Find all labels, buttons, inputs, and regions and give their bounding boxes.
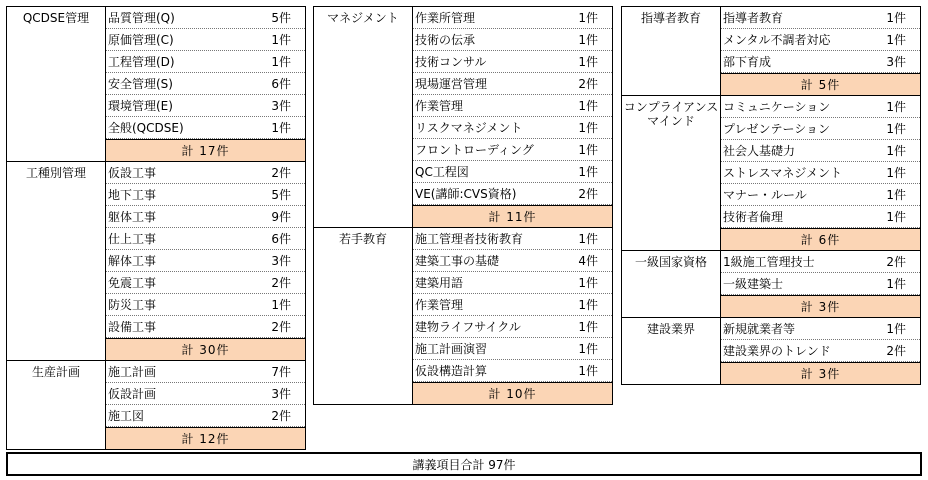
group-category: 工種別管理: [7, 162, 106, 360]
table-row: [106, 228, 305, 250]
table-row: [106, 95, 305, 117]
course-group: [7, 162, 305, 361]
course-name: 躯体工事: [108, 210, 157, 224]
course-name: QC工程図: [415, 165, 469, 179]
table-row: [413, 316, 612, 338]
course-count: 1件: [271, 121, 291, 135]
course-name: 防災工事: [108, 298, 157, 312]
course-group: [622, 96, 920, 251]
course-count: 1件: [886, 210, 906, 224]
table-row: [413, 117, 612, 139]
course-name: 地下工事: [108, 188, 157, 202]
course-group: [622, 318, 920, 384]
table-row: [413, 183, 612, 205]
group-items: [721, 251, 920, 317]
group-items: [106, 361, 305, 449]
course-name: VE(講師:CVS資格): [415, 187, 517, 201]
course-count: 1件: [886, 322, 906, 336]
group-items: [721, 318, 920, 384]
table-row: [106, 117, 305, 139]
course-name: 免震工事: [108, 276, 157, 290]
course-count: 1件: [886, 33, 906, 47]
group-total: 計 10件: [413, 382, 612, 404]
course-name: 建物ライフサイクル: [415, 320, 521, 334]
course-count: 5件: [271, 188, 291, 202]
course-count: 1件: [886, 277, 906, 291]
table-row: [721, 51, 920, 73]
course-count: 2件: [271, 409, 291, 423]
group-items: [106, 162, 305, 360]
table-row: [413, 360, 612, 382]
table-row: [413, 73, 612, 95]
table-row: [106, 316, 305, 338]
course-count: 3件: [271, 387, 291, 401]
course-count: 1件: [578, 232, 598, 246]
course-name: 施工計画演習: [415, 342, 488, 356]
table-row: [721, 7, 920, 29]
course-count: 3件: [271, 254, 291, 268]
course-name: メンタル不調者対応: [723, 33, 831, 47]
course-count: 3件: [271, 99, 291, 113]
course-name: 技術の伝承: [415, 33, 476, 47]
table-row: [106, 206, 305, 228]
group-items: [413, 7, 612, 227]
course-count: 1件: [578, 342, 598, 356]
table-row: [721, 184, 920, 206]
group-category: QCDSE管理: [7, 7, 106, 161]
course-count: 2件: [271, 166, 291, 180]
table-row: [106, 361, 305, 383]
course-name: 解体工事: [108, 254, 157, 268]
group-total: 計 6件: [721, 228, 920, 250]
table-row: [721, 140, 920, 162]
table-row: [413, 161, 612, 183]
course-count: 1件: [886, 144, 906, 158]
course-count: 4件: [578, 254, 598, 268]
course-group: [622, 7, 920, 96]
course-count: 1件: [886, 188, 906, 202]
table-row: [106, 405, 305, 427]
course-count: 9件: [271, 210, 291, 224]
course-name: 原価管理(C): [108, 33, 174, 47]
course-name: 全般(QCDSE): [108, 121, 184, 135]
course-count: 2件: [271, 276, 291, 290]
table-row: [721, 96, 920, 118]
grand-total: 講義項目合計 97件: [6, 452, 922, 476]
group-category: 建設業界: [622, 318, 721, 384]
group-total: 計 3件: [721, 362, 920, 384]
course-count: 1件: [271, 298, 291, 312]
table-row: [721, 251, 920, 273]
course-name: フロントローディング: [415, 143, 534, 157]
course-count: 2件: [886, 255, 906, 269]
group-total: 計 17件: [106, 139, 305, 161]
course-name: マナー・ルール: [723, 188, 807, 202]
group-total: 計 3件: [721, 295, 920, 317]
table-row: [413, 250, 612, 272]
course-count: 6件: [271, 77, 291, 91]
table-row: [106, 162, 305, 184]
table-row: [413, 139, 612, 161]
table-row: [721, 162, 920, 184]
course-count: 1件: [578, 165, 598, 179]
group-category: マネジメント: [314, 7, 413, 227]
group-items: [721, 96, 920, 250]
course-count: 3件: [886, 55, 906, 69]
course-name: プレゼンテーション: [723, 122, 831, 136]
group-total: 計 11件: [413, 205, 612, 227]
table-row: [413, 338, 612, 360]
course-name: 作業所管理: [415, 11, 476, 25]
course-name: コミュニケーション: [723, 100, 831, 114]
course-count: 2件: [578, 187, 598, 201]
table-row: [413, 7, 612, 29]
course-count: 1件: [578, 276, 598, 290]
group-category: 生産計画: [7, 361, 106, 449]
course-name: 仮設計画: [108, 387, 157, 401]
course-count: 7件: [271, 365, 291, 379]
course-count: 1件: [578, 298, 598, 312]
table-row: [413, 228, 612, 250]
course-name: 安全管理(S): [108, 77, 173, 91]
course-count: 1件: [578, 121, 598, 135]
group-total: 計 30件: [106, 338, 305, 360]
group-category: 一級国家資格: [622, 251, 721, 317]
group-category: 指導者教育: [622, 7, 721, 95]
course-count: 1件: [578, 320, 598, 334]
course-count: 2件: [578, 77, 598, 91]
group-total: 計 12件: [106, 427, 305, 449]
course-name: 品質管理(Q): [108, 11, 175, 25]
course-group: [622, 251, 920, 318]
course-name: 現場運営管理: [415, 77, 488, 91]
course-name: 環境管理(E): [108, 99, 173, 113]
table-row: [106, 272, 305, 294]
course-count: 1件: [886, 100, 906, 114]
table-row: [106, 184, 305, 206]
table-row: [413, 95, 612, 117]
course-name: 工程管理(D): [108, 55, 175, 69]
group-total: 計 5件: [721, 73, 920, 95]
course-name: 指導者教育: [723, 11, 784, 25]
table-row: [413, 29, 612, 51]
course-count: 1件: [886, 11, 906, 25]
table-row: [413, 294, 612, 316]
group-category: 若手教育: [314, 228, 413, 404]
course-name: 建築工事の基礎: [415, 254, 500, 268]
course-name: 施工計画: [108, 365, 157, 379]
column-middle: [313, 6, 613, 405]
table-row: [106, 294, 305, 316]
course-name: 設備工事: [108, 320, 157, 334]
course-group: [7, 7, 305, 162]
course-name: 1級施工管理技士: [723, 255, 815, 269]
course-name: 作業管理: [415, 298, 464, 312]
course-name: 技術コンサル: [415, 55, 487, 69]
course-count: 1件: [271, 33, 291, 47]
course-group: [314, 7, 612, 228]
table-row: [106, 250, 305, 272]
table-row: [721, 118, 920, 140]
course-group: [314, 228, 612, 404]
course-count: 1件: [578, 364, 598, 378]
course-count: 1件: [271, 55, 291, 69]
group-items: [106, 7, 305, 161]
table-row: [413, 272, 612, 294]
course-name: 建設業界のトレンド: [723, 344, 831, 358]
course-name: 新規就業者等: [723, 322, 796, 336]
course-name: リスクマネジメント: [415, 121, 523, 135]
table-row: [721, 29, 920, 51]
table-row: [721, 318, 920, 340]
course-name: 部下育成: [723, 55, 772, 69]
course-name: 社会人基礎力: [723, 144, 796, 158]
table-row: [106, 7, 305, 29]
group-items: [413, 228, 612, 404]
course-count: 1件: [886, 122, 906, 136]
group-items: [721, 7, 920, 95]
course-count: 5件: [271, 11, 291, 25]
table-row: [106, 383, 305, 405]
course-count: 6件: [271, 232, 291, 246]
table-row: [721, 206, 920, 228]
course-name: 施工図: [108, 409, 145, 423]
course-name: 仮設工事: [108, 166, 157, 180]
course-name: 技術者倫理: [723, 210, 784, 224]
group-category: コンプライアンス マインド: [622, 96, 721, 250]
course-name: ストレスマネジメント: [723, 166, 843, 180]
table-row: [106, 51, 305, 73]
column-left: [6, 6, 306, 450]
course-count: 1件: [578, 33, 598, 47]
course-name: 一級建築士: [723, 277, 784, 291]
course-name: 仕上工事: [108, 232, 157, 246]
course-name: 建築用語: [415, 276, 464, 290]
course-count: 1件: [578, 55, 598, 69]
course-count: 2件: [886, 344, 906, 358]
course-group: [7, 361, 305, 449]
column-right: [621, 6, 921, 385]
course-count: 2件: [271, 320, 291, 334]
table-row: [413, 51, 612, 73]
course-count: 1件: [578, 99, 598, 113]
table-row: [106, 73, 305, 95]
course-count: 1件: [578, 143, 598, 157]
table-row: [721, 340, 920, 362]
table-row: [721, 273, 920, 295]
course-name: 作業管理: [415, 99, 464, 113]
course-count: 1件: [578, 11, 598, 25]
course-name: 施工管理者技術教育: [415, 232, 524, 246]
table-row: [106, 29, 305, 51]
course-name: 仮設構造計算: [415, 364, 488, 378]
course-count: 1件: [886, 166, 906, 180]
